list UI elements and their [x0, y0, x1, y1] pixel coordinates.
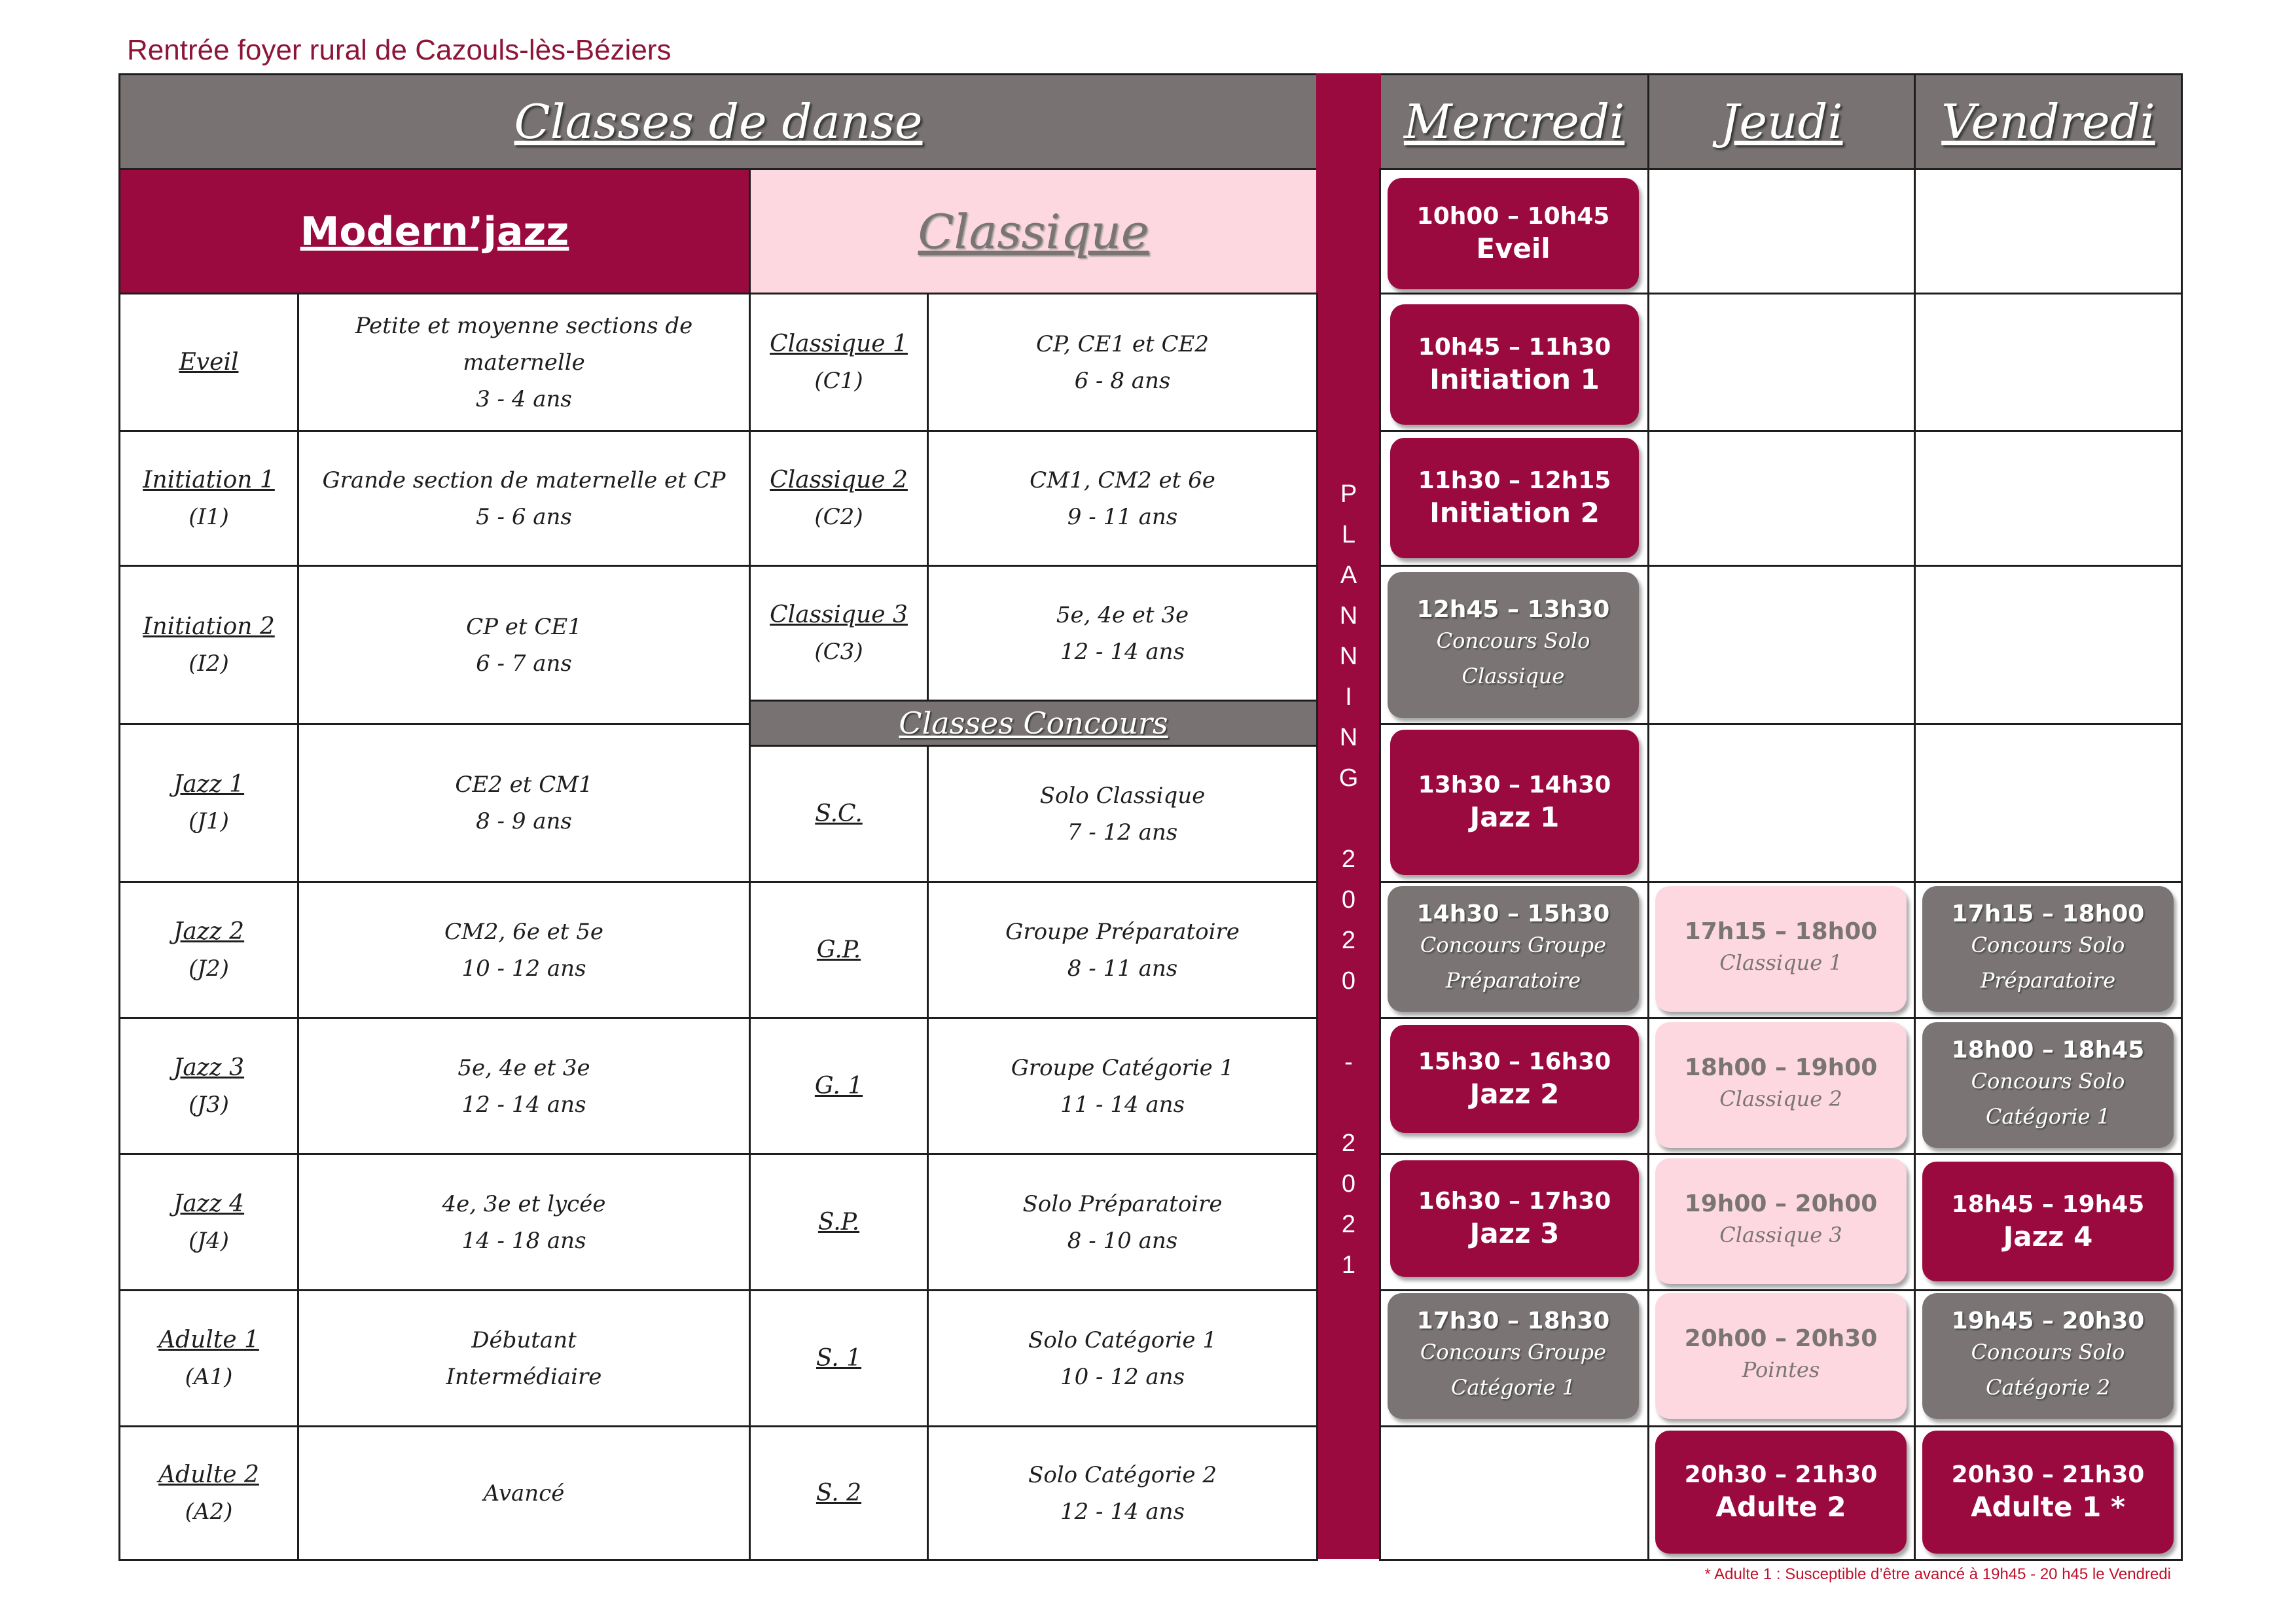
class-name: Jazz 4: [173, 1190, 245, 1217]
session-time: 18h00 – 19h00: [1684, 1054, 1878, 1081]
session-name: Initiation 1: [1429, 363, 1600, 395]
planning-letter: L: [1341, 521, 1356, 548]
session-card: [1922, 1022, 2174, 1148]
session-time: 19h45 – 20h30: [1951, 1307, 2145, 1334]
session-card: [1922, 1431, 2174, 1554]
session-name: Adulte 1 *: [1971, 1491, 2125, 1523]
session-card: [1390, 304, 1639, 425]
session-card: [1388, 886, 1639, 1012]
planning-letter: N: [1339, 724, 1358, 751]
class-age: 8 - 9 ans: [476, 808, 572, 834]
class-abbr: (J2): [188, 955, 229, 982]
class-desc: Petite et moyenne sections de maternelle: [355, 312, 693, 376]
class-abbr: (I1): [188, 503, 229, 530]
class-age: 6 - 7 ans: [476, 650, 572, 677]
session-card: [1655, 886, 1907, 1012]
class-desc: Avancé: [483, 1480, 565, 1507]
section-classes-concours: [749, 700, 1318, 747]
session-name: Initiation 2: [1429, 497, 1600, 529]
class-desc: Grande section de maternelle et CP: [322, 467, 726, 493]
modern-row-name: [118, 881, 299, 1019]
classique-row-desc: [927, 430, 1318, 567]
modern-row-desc: [297, 1289, 751, 1427]
session-time: 14h30 – 15h30: [1416, 900, 1610, 927]
modern-row-name: [118, 293, 299, 432]
class-name: S.P.: [817, 1208, 860, 1236]
session-name: Eveil: [1476, 232, 1551, 264]
session-time: 17h15 – 18h00: [1951, 900, 2145, 927]
class-desc: CE2 et CM1: [455, 772, 593, 798]
session-name: Concours Groupe Préparatoire: [1420, 932, 1607, 993]
class-name: Eveil: [179, 348, 239, 376]
session-name: Concours Solo Classique: [1436, 628, 1590, 688]
class-name: Classique 3: [770, 601, 908, 628]
session-time: 15h30 – 16h30: [1418, 1048, 1611, 1075]
class-desc: 5e, 4e et 3e: [1056, 601, 1189, 628]
classique-row-name: [749, 565, 929, 702]
concours-row-name: [749, 1017, 929, 1155]
header-day-jeudi: Jeudi: [1647, 73, 1916, 170]
grid-divider: [1379, 1425, 2183, 1427]
class-name: Classique 2: [770, 466, 908, 493]
class-age: 11 - 14 ans: [1060, 1091, 1185, 1118]
planning-letter: N: [1339, 643, 1358, 670]
session-name: Jazz 4: [2003, 1220, 2093, 1253]
class-age: 10 - 12 ans: [461, 955, 586, 982]
class-age: 8 - 11 ans: [1067, 955, 1178, 982]
class-age: 12 - 14 ans: [461, 1091, 586, 1118]
planning-letter: G: [1338, 764, 1359, 792]
session-card: [1922, 1293, 2174, 1419]
grid-divider: [1379, 430, 2183, 432]
class-abbr: (J3): [188, 1091, 229, 1118]
class-desc: Groupe Préparatoire: [1005, 918, 1240, 945]
class-name: G.P.: [816, 936, 861, 963]
section-modern-jazz-label: Modern’jazz: [300, 208, 569, 255]
session-card: [1388, 1293, 1639, 1419]
session-card: [1388, 178, 1639, 289]
session-card: [1655, 1022, 1907, 1148]
modern-row-name: [118, 1153, 299, 1291]
modern-row-desc: [297, 565, 751, 725]
class-age: 12 - 14 ans: [1060, 638, 1185, 665]
planning-letter: 2: [1341, 1211, 1356, 1238]
planning-letter: 2: [1341, 1130, 1356, 1157]
class-abbr: (J1): [188, 808, 229, 834]
class-desc: Solo Préparatoire: [1022, 1190, 1223, 1217]
session-time: 17h15 – 18h00: [1684, 918, 1878, 945]
session-card: [1390, 438, 1639, 558]
concours-row-name: [749, 745, 929, 883]
session-name: Classique 3: [1719, 1222, 1842, 1247]
concours-row-desc: [927, 745, 1318, 883]
session-card: [1655, 1431, 1907, 1554]
session-card: [1655, 1158, 1907, 1284]
grid-divider: [1379, 293, 2183, 294]
grid-divider: [1379, 1153, 2183, 1155]
modern-row-name: [118, 723, 299, 883]
class-desc: 4e, 3e et lycée: [442, 1190, 606, 1217]
concours-row-desc: [927, 1289, 1318, 1427]
session-name: Classique 1: [1719, 950, 1842, 975]
session-time: 10h00 – 10h45: [1416, 203, 1610, 230]
class-age: 10 - 12 ans: [1060, 1363, 1185, 1390]
class-age: 9 - 11 ans: [1067, 503, 1178, 530]
session-time: 16h30 – 17h30: [1418, 1188, 1611, 1215]
footnote: * Adulte 1 : Susceptible d’être avancé à 19h45 - 20 h45 le Vendredi: [1704, 1565, 2171, 1583]
session-time: 20h30 – 21h30: [1951, 1461, 2145, 1488]
session-name: Pointes: [1742, 1357, 1820, 1382]
class-desc: Groupe Catégorie 1: [1011, 1054, 1234, 1081]
session-name: Jazz 1: [1469, 801, 1560, 833]
class-abbr: (J4): [188, 1227, 229, 1254]
concours-row-name: [749, 1425, 929, 1561]
session-time: 18h45 – 19h45: [1951, 1190, 2145, 1218]
class-name: G. 1: [814, 1072, 863, 1099]
document-title: Rentrée foyer rural de Cazouls-lès-Béziers: [127, 34, 672, 66]
class-abbr: (C3): [814, 638, 863, 665]
modern-row-name: [118, 1425, 299, 1561]
class-age: Intermédiaire: [446, 1363, 602, 1390]
classique-row-desc: [927, 565, 1318, 702]
class-name: Adulte 1: [158, 1326, 259, 1353]
class-name: Jazz 1: [173, 771, 245, 798]
class-name: Initiation 2: [143, 613, 275, 640]
session-name: Concours Solo Préparatoire: [1971, 932, 2125, 993]
session-card: [1922, 1162, 2174, 1281]
session-name: Jazz 3: [1469, 1217, 1560, 1249]
planning-letter: A: [1340, 562, 1357, 589]
grid-divider: [1379, 1289, 2183, 1291]
planning-letter: 2: [1341, 846, 1356, 873]
grid-divider: [1379, 881, 2183, 883]
planning-letter: 0: [1341, 886, 1356, 914]
class-name: S. 2: [816, 1479, 862, 1507]
concours-row-desc: [927, 1153, 1318, 1291]
concours-row-name: [749, 1153, 929, 1291]
class-desc: Solo Catégorie 2: [1028, 1461, 1217, 1488]
class-desc: CM2, 6e et 5e: [444, 918, 603, 945]
session-time: 13h30 – 14h30: [1418, 772, 1611, 798]
session-name: Adulte 2: [1715, 1491, 1846, 1523]
grid-divider: [1379, 723, 2183, 725]
grid-divider: [1379, 1017, 2183, 1019]
class-age: 14 - 18 ans: [461, 1227, 586, 1254]
classique-row-name: [749, 430, 929, 567]
class-desc: Solo Classique: [1039, 782, 1206, 809]
class-abbr: (C1): [814, 367, 863, 394]
class-name: S.C.: [815, 800, 863, 827]
modern-row-desc: [297, 1425, 751, 1561]
class-age: 12 - 14 ans: [1060, 1498, 1185, 1525]
planning-letter: 0: [1341, 967, 1356, 995]
concours-row-name: [749, 1289, 929, 1427]
grid-divider: [1914, 168, 1916, 1561]
concours-row-name: [749, 881, 929, 1019]
session-name: Concours Solo Catégorie 2: [1971, 1339, 2125, 1400]
planning-letter: I: [1345, 683, 1352, 711]
session-time: 10h45 – 11h30: [1418, 334, 1611, 361]
session-time: 19h00 – 20h00: [1684, 1190, 1878, 1217]
class-desc: CP et CE1: [466, 613, 582, 640]
planning-letter: 2: [1341, 927, 1356, 954]
section-classique-label: Classique: [918, 204, 1149, 259]
session-name: Concours Solo Catégorie 1: [1971, 1068, 2125, 1129]
planning-letter: P: [1340, 480, 1357, 508]
grid-divider: [1647, 168, 1649, 1561]
class-desc: CM1, CM2 et 6e: [1030, 467, 1215, 493]
modern-row-desc: [297, 430, 751, 567]
section-modern-jazz: [118, 168, 751, 294]
modern-row-name: [118, 1289, 299, 1427]
session-card: [1922, 886, 2174, 1012]
planning-bar: [1316, 73, 1381, 1559]
session-name: Classique 2: [1719, 1086, 1842, 1111]
class-age: 8 - 10 ans: [1067, 1227, 1178, 1254]
classique-row-name: [749, 293, 929, 432]
section-classes-concours-label: Classes Concours: [899, 705, 1168, 741]
session-name: Concours Groupe Catégorie 1: [1420, 1339, 1607, 1400]
class-age: 6 - 8 ans: [1074, 367, 1171, 394]
class-abbr: (A2): [185, 1498, 233, 1525]
session-time: 20h30 – 21h30: [1684, 1461, 1878, 1488]
session-time: 18h00 – 18h45: [1951, 1036, 2145, 1063]
class-name: Adulte 2: [158, 1461, 259, 1488]
planning-letter: 1: [1341, 1251, 1356, 1279]
class-abbr: (I2): [188, 650, 229, 677]
modern-row-name: [118, 430, 299, 567]
class-name: Jazz 3: [173, 1054, 245, 1081]
modern-row-name: [118, 1017, 299, 1155]
planning-letter: -: [1344, 1048, 1353, 1076]
class-age: 7 - 12 ans: [1067, 819, 1178, 846]
session-card: [1390, 1160, 1639, 1277]
concours-row-desc: [927, 1425, 1318, 1561]
modern-row-desc: [297, 881, 751, 1019]
class-name: S. 1: [816, 1344, 862, 1372]
concours-row-desc: [927, 881, 1318, 1019]
grid-divider: [1379, 565, 2183, 567]
session-card: [1388, 572, 1639, 718]
session-time: 12h45 – 13h30: [1416, 596, 1610, 623]
header-classes-de-danse: Classes de danse: [118, 73, 1318, 170]
modern-row-desc: [297, 1153, 751, 1291]
header-day-mercredi: Mercredi: [1379, 73, 1649, 170]
section-classique: [749, 168, 1318, 294]
session-time: 11h30 – 12h15: [1418, 467, 1611, 494]
class-desc: Solo Catégorie 1: [1028, 1327, 1217, 1353]
class-abbr: (C2): [814, 503, 863, 530]
class-age: 3 - 4 ans: [476, 385, 572, 412]
classique-row-desc: [927, 293, 1318, 432]
class-name: Classique 1: [770, 330, 908, 357]
class-desc: Débutant: [471, 1327, 577, 1353]
class-abbr: (A1): [185, 1363, 233, 1390]
session-card: [1655, 1293, 1907, 1419]
class-name: Jazz 2: [173, 918, 245, 945]
session-time: 17h30 – 18h30: [1416, 1307, 1610, 1334]
class-desc: CP, CE1 et CE2: [1036, 330, 1209, 357]
modern-row-desc: [297, 1017, 751, 1155]
concours-row-desc: [927, 1017, 1318, 1155]
header-day-vendredi: Vendredi: [1914, 73, 2183, 170]
modern-row-desc: [297, 723, 751, 883]
planning-letter: 0: [1341, 1170, 1356, 1198]
class-age: 5 - 6 ans: [476, 503, 572, 530]
session-name: Jazz 2: [1469, 1077, 1560, 1110]
class-name: Initiation 1: [143, 466, 275, 493]
session-time: 20h00 – 20h30: [1684, 1325, 1878, 1352]
modern-row-name: [118, 565, 299, 725]
session-card: [1390, 730, 1639, 875]
modern-row-desc: [297, 293, 751, 432]
class-desc: 5e, 4e et 3e: [457, 1054, 590, 1081]
session-card: [1390, 1025, 1639, 1133]
planning-letter: N: [1339, 602, 1358, 630]
